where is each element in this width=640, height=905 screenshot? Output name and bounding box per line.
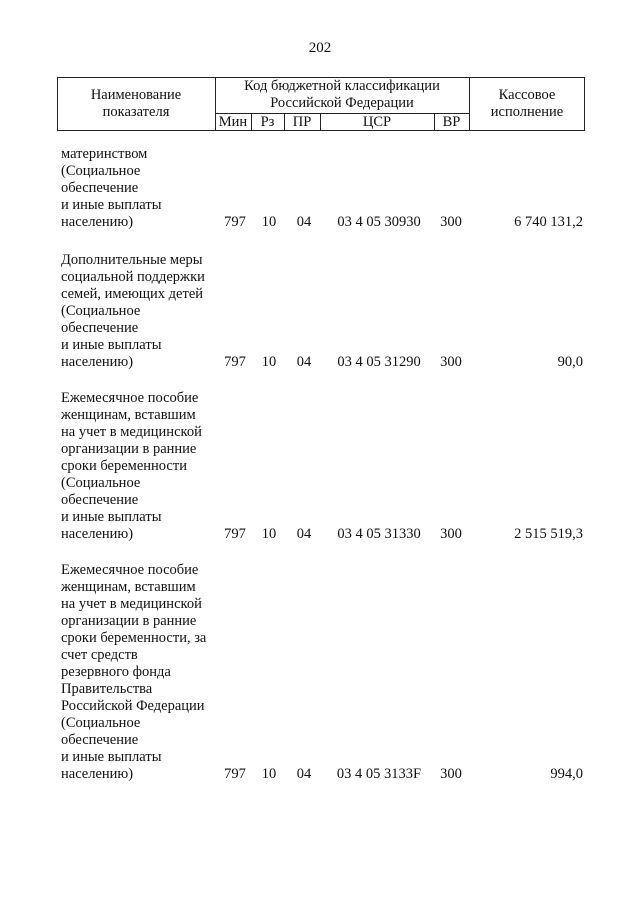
header-min-col: Мин	[218, 114, 248, 130]
header-vr-col: ВР	[442, 114, 461, 130]
row-csr: 03 4 05 31290	[337, 354, 421, 370]
header-code-group: Код бюджетной классификации Российской Федерации	[244, 78, 440, 111]
row-pr: 04	[296, 214, 312, 230]
header-pr-col: ПР	[292, 114, 312, 130]
row-min: 797	[224, 214, 246, 230]
row-name: материнством (Социальное обеспечение и иные выплаты населению)	[61, 146, 162, 230]
row-rz: 10	[261, 766, 277, 782]
row-value: 2 515 519,3	[514, 526, 583, 542]
row-pr: 04	[296, 354, 312, 370]
row-vr: 300	[440, 526, 462, 542]
row-name: Дополнительные меры социальной поддержки семей, имеющих детей (Социальное обеспечение и иные выплаты населению)	[61, 252, 205, 370]
row-rz: 10	[261, 526, 277, 542]
row-csr: 03 4 05 30930	[337, 214, 421, 230]
row-rz: 10	[261, 354, 277, 370]
row-csr: 03 4 05 3133F	[336, 766, 422, 782]
row-min: 797	[224, 354, 246, 370]
header-rz-col: Рз	[260, 114, 275, 130]
header-value-col: Кассовое исполнение	[490, 87, 564, 120]
row-vr: 300	[440, 354, 462, 370]
header-name-col: Наименование показателя	[90, 87, 182, 120]
row-pr: 04	[296, 526, 312, 542]
header-csr-col: ЦСР	[362, 114, 392, 130]
row-pr: 04	[296, 766, 312, 782]
row-value: 6 740 131,2	[514, 214, 583, 230]
row-csr: 03 4 05 31330	[337, 526, 421, 542]
table-header	[57, 77, 585, 131]
page-number: 202	[308, 40, 332, 56]
row-min: 797	[224, 766, 246, 782]
row-name: Ежемесячное пособие женщинам, вставшим на учет в медицинской организации в ранние сроки беременности (Социальное обеспечение и иные выплаты населению)	[61, 390, 202, 542]
row-name: Ежемесячное пособие женщинам, вставшим на учет в медицинской организации в ранние сроки беременности, за счет средств резервного фонда Правительства Российской Федерации (Социальное обеспечение и иные выплаты населению)	[61, 562, 207, 782]
row-vr: 300	[440, 766, 462, 782]
row-vr: 300	[440, 214, 462, 230]
row-rz: 10	[261, 214, 277, 230]
row-value: 90,0	[557, 354, 583, 370]
row-min: 797	[224, 526, 246, 542]
row-value: 994,0	[550, 766, 583, 782]
